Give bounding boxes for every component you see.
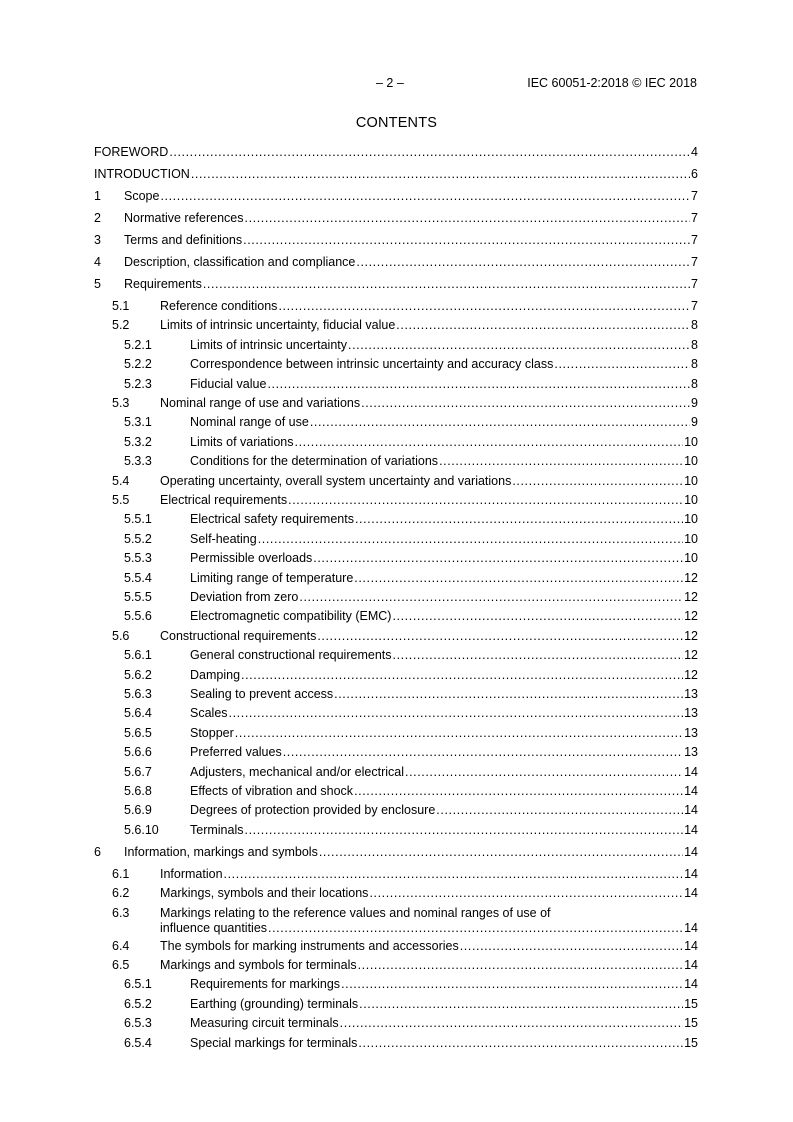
toc-entry-number: 5.6.1 — [124, 648, 152, 663]
toc-entry-number: 5.4 — [112, 473, 130, 488]
toc-entry-title: Reference conditions — [160, 299, 278, 313]
dot-leader — [512, 474, 683, 489]
toc-entry-page: 7 — [691, 189, 698, 203]
toc-entry-page: 15 — [684, 1016, 698, 1031]
dot-leader — [245, 823, 684, 838]
toc-entry-title: Sealing to prevent access — [190, 687, 334, 701]
toc-entry[interactable] — [94, 435, 698, 450]
dot-leader — [310, 415, 690, 430]
dot-leader — [354, 571, 683, 586]
toc-entry-page: 14 — [684, 886, 698, 901]
dot-leader — [460, 939, 683, 954]
toc-entry-number: 5.5 — [112, 493, 130, 507]
toc-entry[interactable] — [94, 233, 698, 248]
toc-entry-page: 6 — [691, 167, 698, 181]
toc-entry[interactable] — [94, 1016, 698, 1031]
toc-entry-title: The symbols for marking instruments and accessories — [160, 938, 459, 953]
toc-entry-page: 7 — [691, 211, 698, 225]
dot-leader — [169, 145, 690, 160]
toc-entry-title: Terms and definitions — [124, 233, 243, 247]
toc-entry-page: 14 — [684, 822, 698, 837]
toc-entry-title: Markings relating to the reference values and nominal ranges of use of — [160, 905, 551, 920]
toc-entry-number: 5.1 — [112, 299, 130, 313]
toc-entry[interactable] — [94, 454, 698, 469]
toc-entry[interactable] — [94, 415, 698, 430]
toc-entry-page: 7 — [691, 299, 698, 313]
toc-entry[interactable] — [94, 745, 698, 760]
toc-entry[interactable] — [94, 726, 698, 741]
toc-entry[interactable] — [94, 512, 698, 527]
dot-leader — [396, 318, 690, 333]
dot-leader — [229, 706, 684, 721]
toc-entry-page: 15 — [684, 1035, 698, 1050]
toc-entry-page: 10 — [684, 512, 698, 527]
toc-entry-page: 8 — [691, 357, 698, 372]
dot-leader — [340, 1016, 683, 1031]
dot-leader — [224, 867, 684, 882]
toc-entry-title: Fiducial value — [190, 376, 267, 391]
toc-entry-title: Normative references — [124, 211, 244, 225]
toc-entry-title: General constructional requirements — [190, 648, 392, 663]
dot-leader — [243, 233, 690, 248]
toc-entry[interactable] — [94, 338, 698, 353]
toc-entry-title: Markings and symbols for terminals — [160, 957, 357, 972]
toc-entry[interactable] — [94, 571, 698, 586]
toc-entry-title: Degrees of protection provided by enclosure — [190, 803, 436, 818]
toc-entry[interactable] — [94, 803, 698, 818]
toc-entry[interactable] — [94, 532, 698, 547]
toc-entry[interactable] — [94, 377, 698, 392]
toc-entry-page: 9 — [691, 396, 698, 410]
toc-entry-title: Requirements — [124, 277, 202, 291]
dot-leader — [235, 726, 683, 741]
toc-entry-title: FOREWORD — [94, 145, 169, 159]
toc-entry-title: Limits of variations — [190, 434, 294, 449]
toc-entry-page: 14 — [684, 866, 698, 881]
toc-entry-number: 5.5.6 — [124, 609, 152, 624]
toc-entry[interactable] — [94, 493, 698, 508]
toc-entry[interactable] — [94, 357, 698, 372]
toc-entry-page: 7 — [691, 233, 698, 247]
toc-entry-title: Damping — [190, 667, 241, 682]
dot-leader — [361, 396, 690, 411]
dot-leader — [267, 377, 690, 392]
toc-entry-page: 14 — [684, 803, 698, 818]
toc-entry-number: 6 — [94, 844, 101, 859]
toc-entry[interactable] — [94, 977, 698, 992]
toc-entry-title: Limits of intrinsic uncertainty, fiducial value — [160, 318, 396, 333]
toc-entry-title: Operating uncertainty, overall system uncertainty and variations — [160, 473, 512, 488]
toc-entry-page: 12 — [684, 609, 698, 624]
toc-entry-number: 6.5 — [112, 957, 130, 972]
toc-entry[interactable] — [94, 299, 698, 314]
dot-leader — [341, 977, 683, 992]
dot-leader — [258, 532, 683, 547]
toc-entry-number: 5.2.3 — [124, 376, 152, 391]
dot-leader — [288, 493, 683, 508]
toc-entry[interactable] — [94, 823, 698, 838]
toc-entry-page: 12 — [684, 628, 698, 643]
toc-entry-number: 6.2 — [112, 886, 130, 901]
toc-entry-page: 14 — [684, 938, 698, 953]
toc-entry-title: Limiting range of temperature — [190, 570, 354, 585]
toc-entry[interactable] — [94, 551, 698, 566]
document-reference: IEC 60051-2:2018 © IEC 2018 — [527, 76, 697, 90]
toc-entry-page: 10 — [684, 473, 698, 488]
toc-entry-number: 1 — [94, 189, 101, 203]
toc-entry-page: 10 — [684, 531, 698, 546]
toc-entry-page: 13 — [684, 725, 698, 740]
toc-entry-number: 5.5.4 — [124, 570, 152, 585]
dot-leader — [392, 609, 683, 624]
toc-entry[interactable] — [94, 906, 698, 936]
dot-leader — [313, 551, 683, 566]
toc-entry[interactable] — [94, 1036, 698, 1051]
dot-leader — [358, 1036, 683, 1051]
toc-entry[interactable] — [94, 145, 698, 160]
toc-entry-number: 5.5.2 — [124, 531, 152, 546]
toc-entry-number: 5.2 — [112, 318, 130, 333]
toc-entry-number: 5.3.3 — [124, 454, 152, 469]
toc-entry[interactable] — [94, 189, 698, 204]
toc-entry[interactable] — [94, 474, 698, 489]
toc-entry-number: 5.6.7 — [124, 764, 152, 779]
toc-entry-page: 10 — [684, 434, 698, 449]
toc-entry-page: 14 — [684, 977, 698, 992]
toc-entry-title: Constructional requirements — [160, 628, 317, 643]
dot-leader — [299, 590, 683, 605]
toc-entry-title: Electrical safety requirements — [190, 512, 354, 527]
toc-entry-title: Electrical requirements — [160, 493, 288, 507]
toc-entry-page: 8 — [691, 376, 698, 391]
toc-entry-title: Scope — [124, 189, 160, 203]
toc-entry[interactable] — [94, 629, 698, 644]
toc-entry-title: Description, classification and compliance — [124, 255, 356, 269]
dot-leader — [317, 629, 683, 644]
toc-entry-title: Information — [160, 866, 223, 881]
dot-leader — [354, 784, 683, 799]
toc-entry-number: 5.3.1 — [124, 415, 152, 430]
toc-entry-page: 15 — [684, 996, 698, 1011]
toc-entry-title: Deviation from zero — [190, 590, 299, 604]
toc-entry-title: Preferred values — [190, 745, 282, 760]
dot-leader — [268, 921, 683, 936]
toc-entry-page: 14 — [684, 764, 698, 779]
toc-entry[interactable] — [94, 939, 698, 954]
dot-leader — [358, 958, 683, 973]
toc-entry[interactable] — [94, 167, 698, 182]
toc-entry-title: Nominal range of use and variations — [160, 396, 361, 410]
toc-entry[interactable] — [94, 997, 698, 1012]
toc-entry[interactable] — [94, 396, 698, 411]
toc-entry-number: 5.6 — [112, 628, 130, 643]
toc-entry-title: Measuring circuit terminals — [190, 1016, 339, 1031]
toc-entry[interactable] — [94, 255, 698, 270]
toc-entry-page: 10 — [684, 493, 698, 507]
toc-entry-number: 5.5.5 — [124, 590, 152, 604]
toc-entry-number: 5.6.6 — [124, 745, 152, 760]
toc-entry-title: Limits of intrinsic uncertainty — [190, 337, 348, 352]
toc-entry[interactable] — [94, 211, 698, 226]
toc-entry[interactable] — [94, 609, 698, 624]
toc-entry-title: Information, markings and symbols — [124, 844, 318, 859]
toc-entry-title: Effects of vibration and shock — [190, 784, 354, 798]
toc-entry-page: 12 — [684, 590, 698, 604]
toc-entry-number: 6.3 — [112, 905, 130, 920]
dot-leader — [554, 357, 690, 372]
toc-entry[interactable] — [94, 277, 698, 292]
toc-entry[interactable] — [94, 765, 698, 780]
toc-entry-number: 5.6.5 — [124, 725, 152, 740]
toc-entry[interactable] — [94, 590, 698, 605]
toc-entry[interactable] — [94, 867, 698, 882]
toc-entry-title: Self-heating — [190, 531, 257, 546]
toc-entry-number: 6.5.3 — [124, 1016, 152, 1031]
page-number: – 2 – — [376, 76, 404, 90]
toc-entry[interactable] — [94, 886, 698, 901]
toc-entry-page: 14 — [684, 784, 698, 798]
toc-entry-title: Markings, symbols and their locations — [160, 886, 369, 901]
toc-entry-number: 5.3.2 — [124, 434, 152, 449]
toc-entry-title: Stopper — [190, 725, 234, 740]
toc-entry-title: Adjusters, mechanical and/or electrical — [190, 764, 404, 779]
toc-entry[interactable] — [94, 648, 698, 663]
toc-entry[interactable] — [94, 687, 698, 702]
toc-entry-number: 5.6.8 — [124, 784, 152, 798]
toc-entry-title: Scales — [190, 706, 228, 721]
toc-entry-number: 5.5.3 — [124, 551, 152, 566]
dot-leader — [203, 277, 690, 292]
dot-leader — [295, 435, 684, 450]
toc-entry-number: 5.2.1 — [124, 337, 152, 352]
toc-entry-number: 6.4 — [112, 938, 130, 953]
dot-leader — [283, 745, 683, 760]
toc-entry-page: 7 — [691, 255, 698, 269]
toc-entry-title: Correspondence between intrinsic uncertainty and accuracy class — [190, 357, 554, 372]
toc-entry-title: Conditions for the determination of variations — [190, 454, 439, 469]
toc-entry-title: Electromagnetic compatibility (EMC) — [190, 609, 392, 624]
toc-entry-title: INTRODUCTION — [94, 167, 190, 181]
toc-entry-title: Requirements for markings — [190, 977, 341, 992]
toc-entry-number: 5.3 — [112, 396, 130, 410]
dot-leader — [334, 687, 683, 702]
toc-entry-page: 13 — [684, 706, 698, 721]
dot-leader — [319, 845, 683, 860]
toc-entry-number: 3 — [94, 233, 101, 247]
toc-entry-number: 5.6.10 — [124, 822, 159, 837]
dot-leader — [356, 255, 690, 270]
toc-entry-number: 6.1 — [112, 866, 130, 881]
toc-entry-number: 5.6.2 — [124, 667, 152, 682]
dot-leader — [348, 338, 690, 353]
toc-entry-page: 14 — [684, 844, 698, 859]
toc-entry-number: 5.2.2 — [124, 357, 152, 372]
toc-entry[interactable] — [94, 958, 698, 973]
toc-entry[interactable] — [94, 784, 698, 799]
toc-entry[interactable] — [94, 668, 698, 683]
toc-entry-title: Terminals — [190, 822, 244, 837]
toc-entry-page: 10 — [684, 454, 698, 469]
toc-entry[interactable] — [94, 706, 698, 721]
toc-entry-page: 12 — [684, 667, 698, 682]
dot-leader — [369, 886, 683, 901]
toc-entry-page: 14 — [684, 920, 698, 935]
toc-entry-number: 5.6.9 — [124, 803, 152, 818]
dot-leader — [241, 668, 683, 683]
toc-entry-title: Nominal range of use — [190, 415, 309, 430]
dot-leader — [393, 648, 684, 663]
toc-entry-number: 5 — [94, 277, 101, 291]
toc-entry-number: 6.5.2 — [124, 996, 152, 1011]
toc-entry[interactable] — [94, 845, 698, 860]
toc-entry-page: 13 — [684, 745, 698, 760]
toc-entry-number: 5.5.1 — [124, 512, 152, 527]
toc-entry-page: 8 — [691, 337, 698, 352]
dot-leader — [359, 997, 683, 1012]
dot-leader — [245, 211, 691, 226]
toc-entry-page: 7 — [691, 277, 698, 291]
dot-leader — [405, 765, 683, 780]
toc-entry-number: 5.6.3 — [124, 687, 152, 701]
dot-leader — [191, 167, 690, 182]
toc-entry-number: 4 — [94, 255, 101, 269]
toc-entry-page: 14 — [684, 957, 698, 972]
dot-leader — [436, 803, 683, 818]
dot-leader — [278, 299, 690, 314]
toc-entry-page: 13 — [684, 687, 698, 701]
toc-entry-page: 10 — [684, 551, 698, 566]
toc-entry-title: Special markings for terminals — [190, 1035, 358, 1050]
dot-leader — [160, 189, 690, 204]
toc-entry-page: 4 — [691, 145, 698, 159]
toc-entry-number: 5.6.4 — [124, 706, 152, 721]
dot-leader — [439, 454, 683, 469]
toc-entry-page: 12 — [684, 648, 698, 663]
toc-entry-page: 8 — [691, 318, 698, 333]
toc-entry-title: Permissible overloads — [190, 551, 313, 566]
toc-entry[interactable] — [94, 318, 698, 333]
toc-entry-page: 9 — [691, 415, 698, 430]
toc-entry-number: 6.5.1 — [124, 977, 152, 992]
toc-entry-number: 6.5.4 — [124, 1035, 152, 1050]
toc-entry-page: 12 — [684, 570, 698, 585]
toc-entry-title: influence quantities — [160, 920, 268, 935]
toc-entry-title: Earthing (grounding) terminals — [190, 996, 359, 1011]
contents-title: CONTENTS — [355, 115, 438, 131]
page-header — [0, 76, 793, 92]
toc-entry-number: 2 — [94, 211, 101, 225]
dot-leader — [355, 512, 683, 527]
